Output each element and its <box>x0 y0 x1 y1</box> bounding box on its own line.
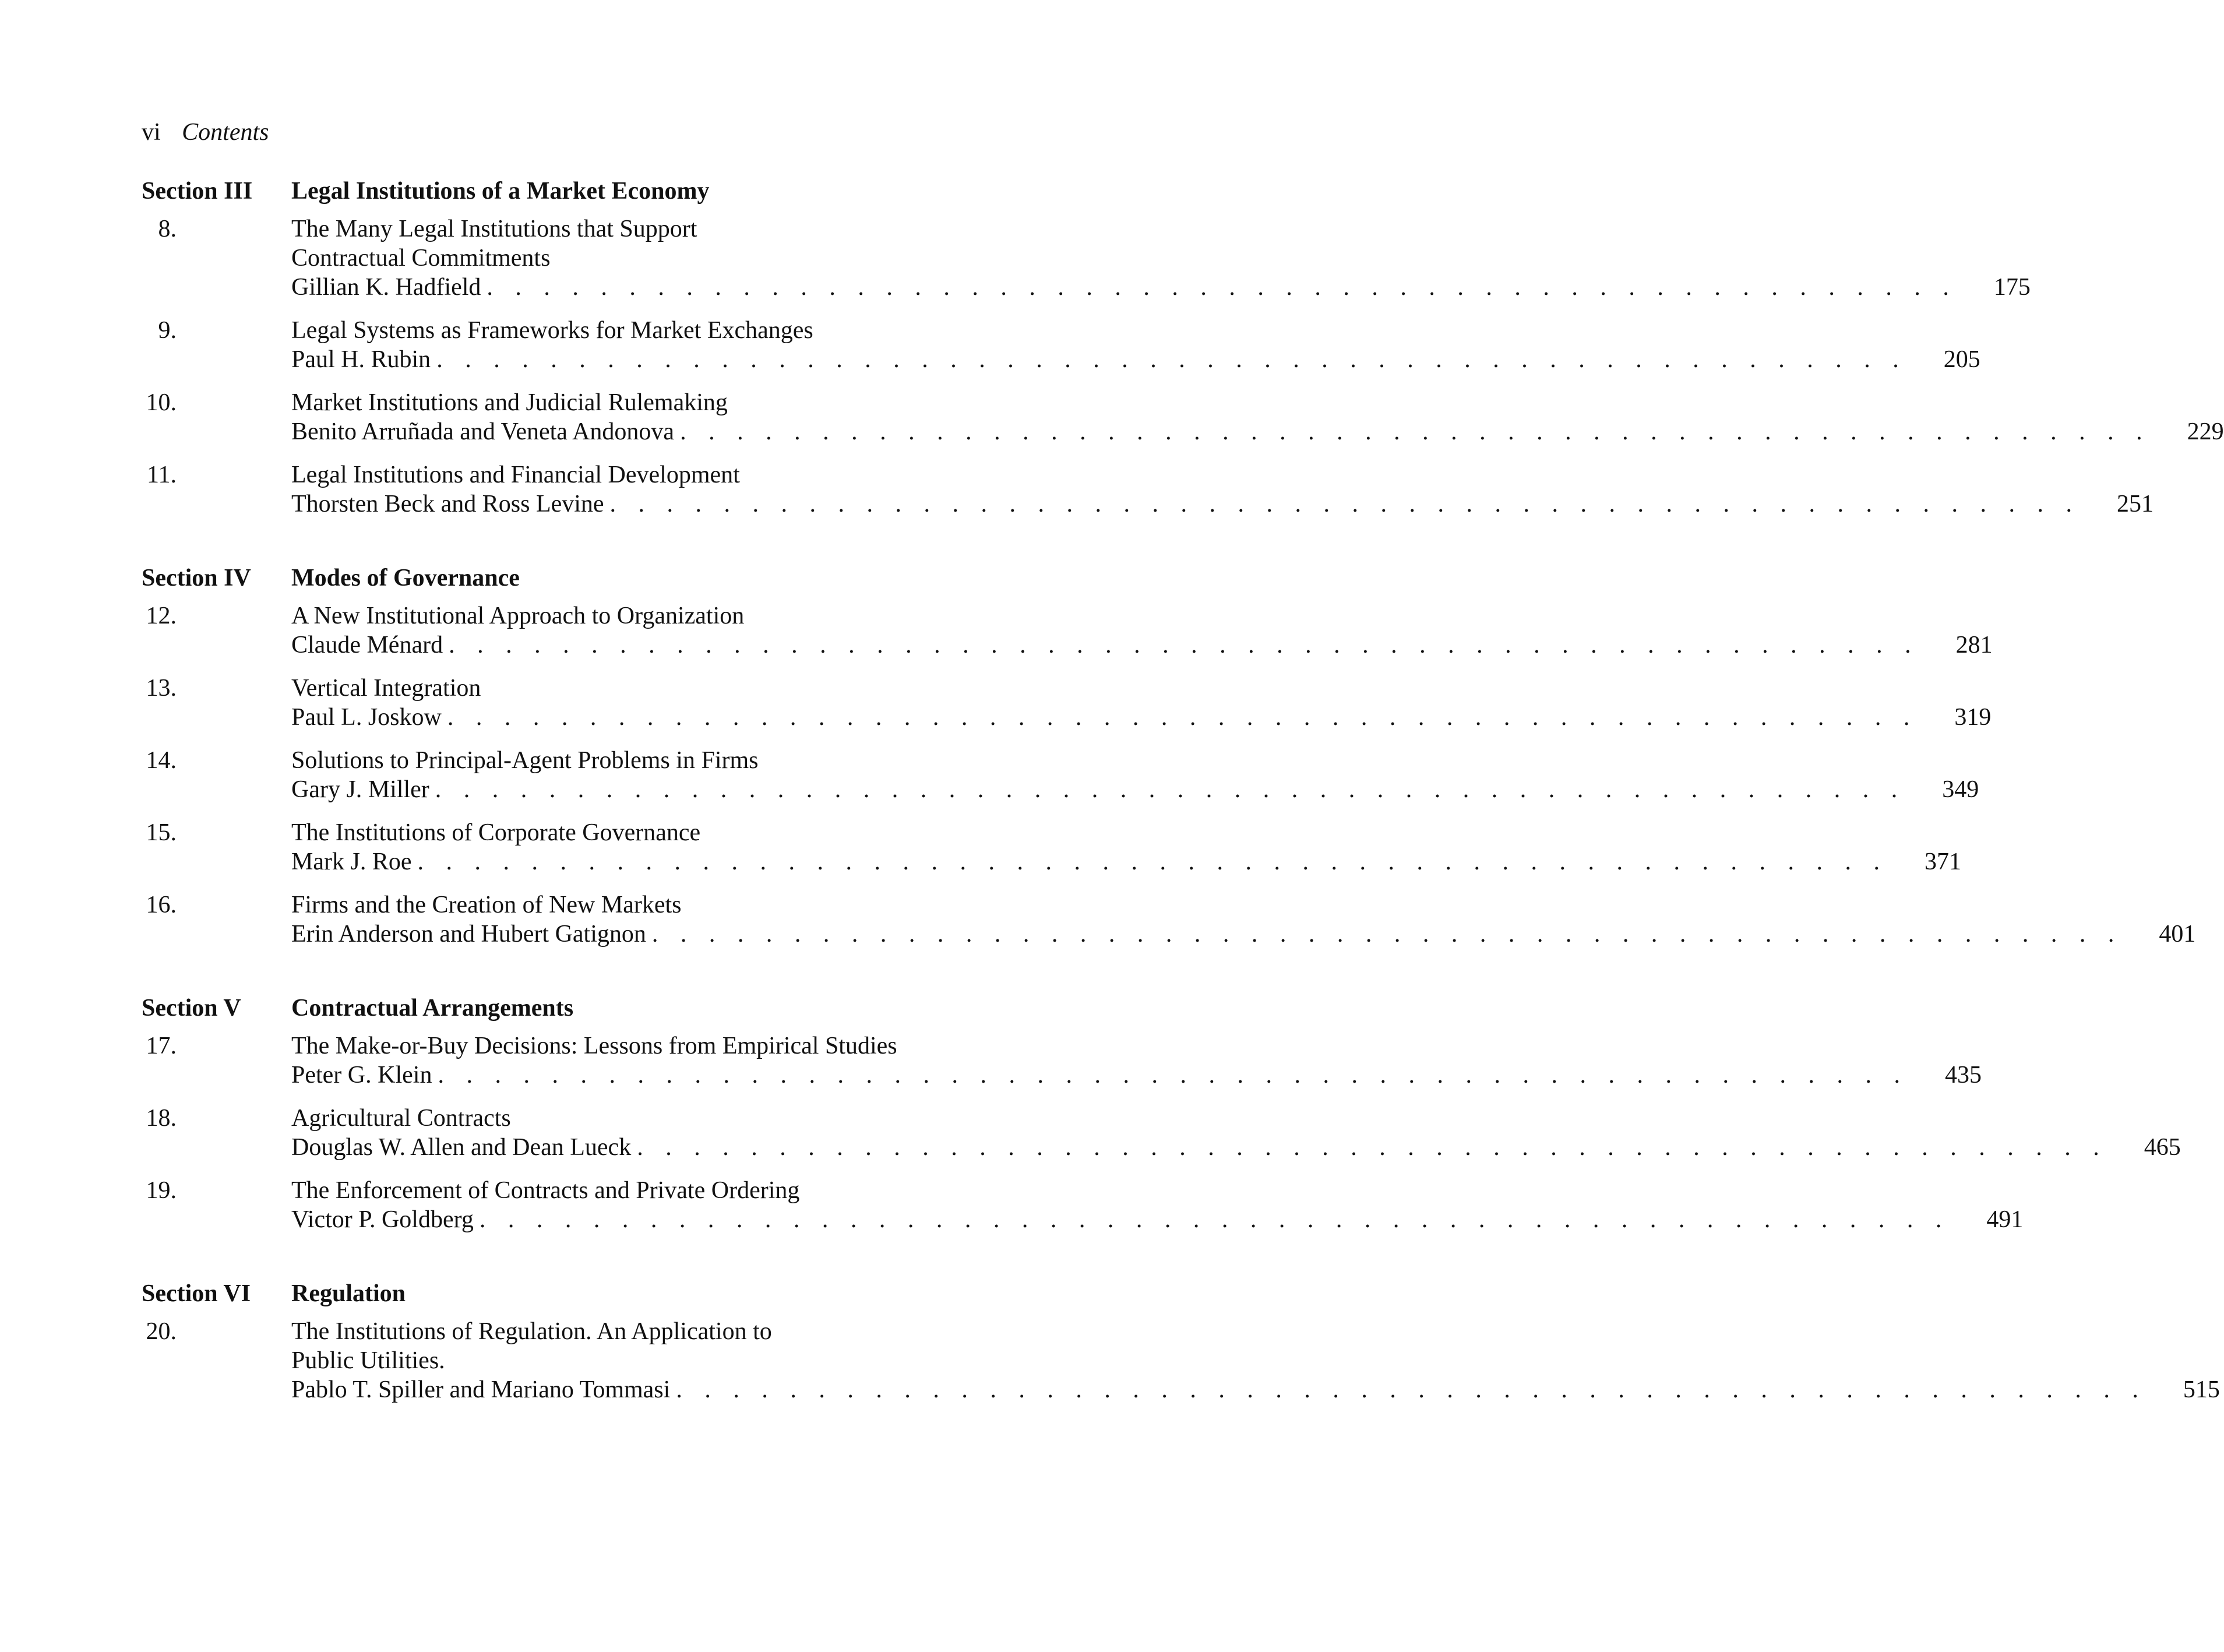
toc-section <box>142 562 2196 949</box>
toc-section <box>142 175 2224 519</box>
chapter-number: 19. <box>146 1177 177 1204</box>
chapter-number: 9. <box>158 317 177 344</box>
chapter-title-line: Public Utilities. <box>291 1347 445 1374</box>
page-folio: vi <box>142 119 161 146</box>
chapter-author: Benito Arruñada and Veneta Andonova <box>291 418 675 445</box>
section-heading <box>142 992 954 1024</box>
entry-body <box>291 746 1979 804</box>
toc-entry[interactable] <box>142 1176 2024 1234</box>
author-line <box>291 847 1961 876</box>
table-of-contents <box>142 175 2224 1447</box>
author-line <box>291 345 1980 374</box>
page-number: 401 <box>2159 921 2196 947</box>
toc-entry[interactable] <box>142 316 1980 374</box>
chapter-author: Claude Ménard <box>291 632 443 658</box>
page-number: 491 <box>1986 1206 2024 1233</box>
chapter-author: Erin Anderson and Hubert Gatignon <box>291 921 646 947</box>
chapter-title-line: Legal Institutions and Financial Development <box>291 462 740 488</box>
toc-entry[interactable] <box>142 1104 2181 1162</box>
page-number: 319 <box>1954 704 1992 731</box>
toc-entry[interactable] <box>142 890 2196 949</box>
page-number: 349 <box>1942 776 1979 803</box>
entry-body <box>291 1176 2024 1234</box>
section-label: Section V <box>142 995 241 1022</box>
chapter-number: 14. <box>146 747 177 774</box>
running-head-title: Contents <box>182 119 269 146</box>
chapter-number: 11. <box>147 462 177 488</box>
chapter-author: Douglas W. Allen and Dean Lueck <box>291 1134 632 1161</box>
chapter-number: 8. <box>158 216 177 242</box>
dot-leader: . . . . . . . . . . . . . . . . . . . . . . . . . . . . . . . . . . . . . . . . . . . . . . . . . . . . <box>438 1062 1908 1089</box>
toc-section <box>142 992 2181 1234</box>
chapter-title-line: Market Institutions and Judicial Rulemaking <box>291 389 728 416</box>
dot-leader: . . . . . . . . . . . . . . . . . . . . . . . . . . . . . . . . . . . . . . . . . . . . . . . . . . . . <box>637 1134 2107 1161</box>
chapter-title-line: The Many Legal Institutions that Support <box>291 216 697 242</box>
dot-leader: . . . . . . . . . . . . . . . . . . . . . . . . . . . . . . . . . . . . . . . . . . . . . . . . . . . . <box>651 921 2123 947</box>
toc-section <box>142 1277 2220 1404</box>
page-number: 515 <box>2183 1376 2220 1403</box>
author-line <box>291 489 2154 519</box>
dot-leader: . . . . . . . . . . . . . . . . . . . . . . . . . . . . . . . . . . . . . . . . . . . . . . . . . . . . <box>436 346 1907 373</box>
author-line <box>291 1061 1982 1090</box>
toc-entry[interactable] <box>142 388 2224 446</box>
section-title: Modes of Governance <box>291 565 520 591</box>
entry-body <box>291 890 2196 949</box>
chapter-author: Gillian K. Hadfield <box>291 274 481 301</box>
chapter-author: Thorsten Beck and Ross Levine <box>291 491 604 517</box>
author-line <box>291 1133 2181 1162</box>
chapter-number: 16. <box>146 892 177 918</box>
page-number: 435 <box>1944 1062 1982 1089</box>
entry-body <box>291 674 1992 732</box>
dot-leader: . . . . . . . . . . . . . . . . . . . . . . . . . . . . . . . . . . . . . . . . . . . . . . . . . . . . <box>449 632 1919 658</box>
section-title: Regulation <box>291 1280 406 1307</box>
chapter-title-line: Firms and the Creation of New Markets <box>291 892 682 918</box>
section-label: Section IV <box>142 565 251 591</box>
dot-leader: . . . . . . . . . . . . . . . . . . . . . . . . . . . . . . . . . . . . . . . . . . . . . . . . . . . . <box>609 491 2081 517</box>
chapter-number: 10. <box>146 389 177 416</box>
chapter-number: 18. <box>146 1105 177 1132</box>
entry-body <box>291 214 2031 302</box>
toc-entry[interactable] <box>142 214 2031 302</box>
chapter-author: Paul L. Joskow <box>291 704 442 731</box>
author-line <box>291 417 2224 446</box>
page-number: 251 <box>2117 491 2154 517</box>
chapter-author: Gary J. Miller <box>291 776 429 803</box>
section-heading <box>142 562 954 594</box>
dot-leader: . . . . . . . . . . . . . . . . . . . . . . . . . . . . . . . . . . . . . . . . . . . . . . . . . . . . <box>479 1206 1950 1233</box>
chapter-title-line: Contractual Commitments <box>291 245 551 272</box>
entry-body <box>291 818 1961 876</box>
author-line <box>291 1205 2024 1234</box>
chapter-title-line: The Make-or-Buy Decisions: Lessons from Empirical Studies <box>291 1033 897 1059</box>
page-number: 281 <box>1955 632 1993 658</box>
chapter-title-line: Agricultural Contracts <box>291 1105 511 1132</box>
page-number: 229 <box>2187 418 2224 445</box>
toc-entry[interactable] <box>142 601 1993 660</box>
dot-leader: . . . . . . . . . . . . . . . . . . . . . . . . . . . . . . . . . . . . . . . . . . . . . . . . . . . . <box>435 776 1906 803</box>
author-line <box>291 1375 2220 1404</box>
section-title: Legal Institutions of a Market Economy <box>291 178 710 205</box>
toc-entry[interactable] <box>142 460 2154 519</box>
chapter-author: Paul H. Rubin <box>291 346 431 373</box>
entry-body <box>291 1031 1982 1090</box>
toc-entry[interactable] <box>142 1031 1982 1090</box>
chapter-number: 20. <box>146 1318 177 1345</box>
section-label: Section VI <box>142 1280 251 1307</box>
chapter-title-line: A New Institutional Approach to Organization <box>291 603 745 629</box>
entry-body <box>291 460 2154 519</box>
section-title: Contractual Arrangements <box>291 995 574 1022</box>
dot-leader: . . . . . . . . . . . . . . . . . . . . . . . . . . . . . . . . . . . . . . . . . . . . . . . . . . . . <box>417 848 1888 875</box>
chapter-title-line: Vertical Integration <box>291 675 481 702</box>
chapter-title-line: The Institutions of Corporate Governance <box>291 819 701 846</box>
toc-entry[interactable] <box>142 1317 2220 1404</box>
author-line <box>291 775 1979 804</box>
chapter-title-line: Legal Systems as Frameworks for Market Exchanges <box>291 317 813 344</box>
dot-leader: . . . . . . . . . . . . . . . . . . . . . . . . . . . . . . . . . . . . . . . . . . . . . . . . . . . . <box>447 704 1918 731</box>
entry-body <box>291 1317 2220 1404</box>
author-line <box>291 703 1992 732</box>
section-heading <box>142 175 954 207</box>
chapter-number: 13. <box>146 675 177 702</box>
author-line <box>291 273 2031 302</box>
section-heading <box>142 1277 954 1310</box>
dot-leader: . . . . . . . . . . . . . . . . . . . . . . . . . . . . . . . . . . . . . . . . . . . . . . . . . . . . <box>487 274 1957 301</box>
chapter-author: Pablo T. Spiller and Mariano Tommasi <box>291 1376 671 1403</box>
section-label: Section III <box>142 178 253 205</box>
entry-body <box>291 388 2224 446</box>
chapter-title-line: The Institutions of Regulation. An Application to <box>291 1318 772 1345</box>
chapter-number: 12. <box>146 603 177 629</box>
toc-entry[interactable] <box>142 746 1979 804</box>
entry-body <box>291 1104 2181 1162</box>
chapter-number: 17. <box>146 1033 177 1059</box>
chapter-author: Victor P. Goldberg <box>291 1206 474 1233</box>
chapter-author: Mark J. Roe <box>291 848 412 875</box>
entry-body <box>291 601 1993 660</box>
page-number: 175 <box>1993 274 2031 301</box>
toc-entry[interactable] <box>142 818 1961 876</box>
page-number: 371 <box>1924 848 1961 875</box>
chapter-number: 15. <box>146 819 177 846</box>
page-number: 465 <box>2144 1134 2181 1161</box>
author-line <box>291 920 2196 949</box>
dot-leader: . . . . . . . . . . . . . . . . . . . . . . . . . . . . . . . . . . . . . . . . . . . . . . . . . . . . <box>680 418 2151 445</box>
dot-leader: . . . . . . . . . . . . . . . . . . . . . . . . . . . . . . . . . . . . . . . . . . . . . . . . . . . . <box>676 1376 2147 1403</box>
entry-body <box>291 316 1980 374</box>
chapter-author: Peter G. Klein <box>291 1062 432 1089</box>
toc-entry[interactable] <box>142 674 1992 732</box>
page-number: 205 <box>1943 346 1980 373</box>
running-head <box>142 118 269 146</box>
author-line <box>291 630 1993 660</box>
chapter-title-line: Solutions to Principal-Agent Problems in Firms <box>291 747 759 774</box>
chapter-title-line: The Enforcement of Contracts and Private Ordering <box>291 1177 800 1204</box>
